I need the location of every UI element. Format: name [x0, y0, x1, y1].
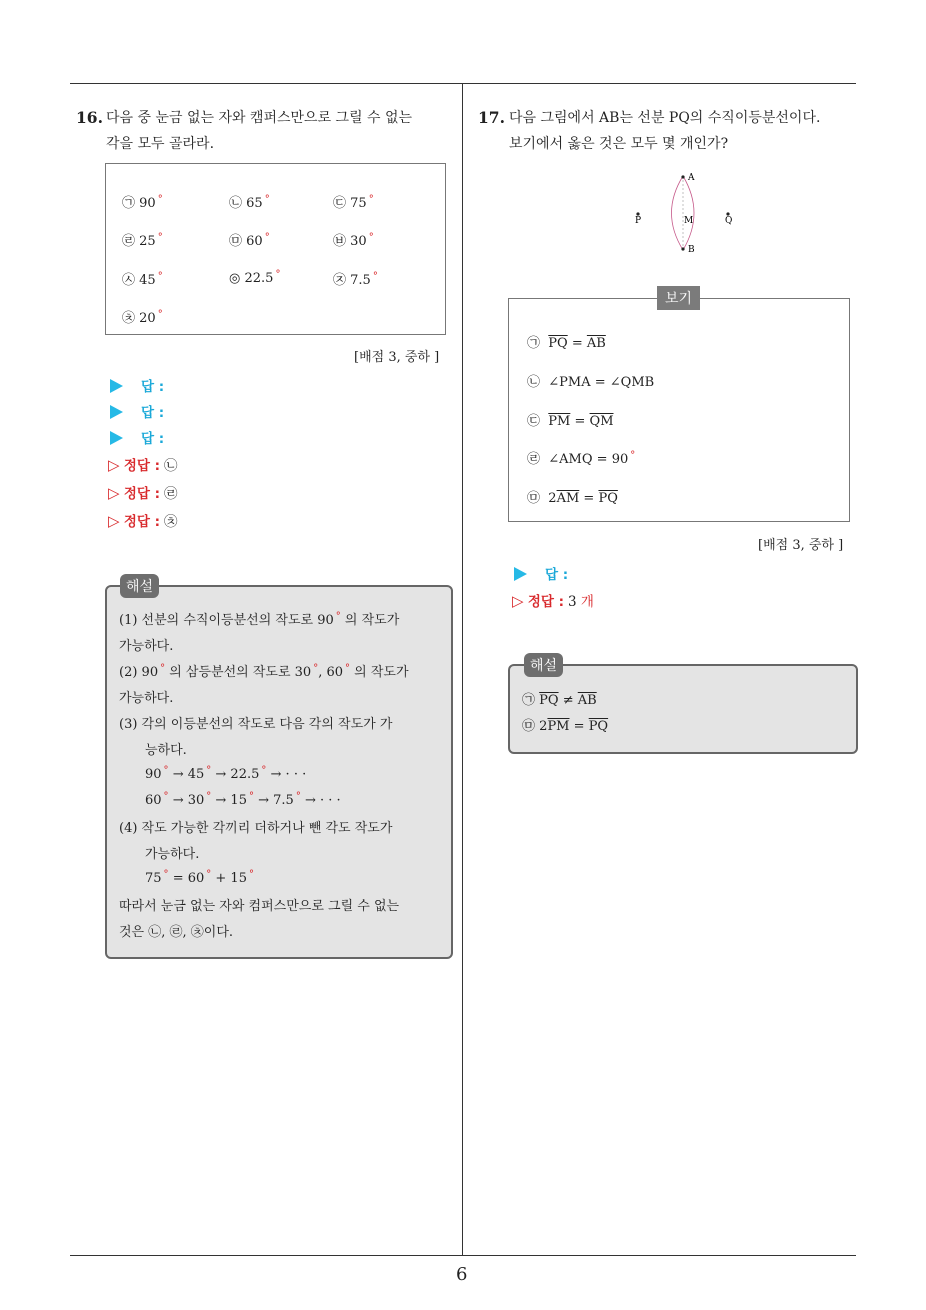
triangle-outline-icon: ▷ — [512, 592, 524, 610]
bogi-item-3[interactable]: ㉢ $\overline{PM} = \overline{QM}$ — [527, 414, 614, 429]
q16-text-line1: 다음 중 눈금 없는 자와 캠퍼스만으로 그릴 수 없는 — [106, 110, 413, 126]
q16-solution-tag: 해설 — [120, 574, 159, 598]
choice-9[interactable]: ㉨ 7.5 ° — [333, 271, 378, 288]
play-icon — [514, 567, 527, 581]
q17-correct-row: ▷ 정답 : 3 개 — [512, 592, 594, 610]
q16-number: 16. — [76, 108, 103, 127]
top-rule — [70, 83, 856, 84]
sol-line: 가능하다. — [119, 639, 174, 654]
arc-left — [672, 176, 684, 250]
point-b — [681, 247, 684, 250]
page-number: 6 — [456, 1264, 468, 1285]
q17-score: [배점 3, 중하 ] — [758, 538, 844, 553]
sol-item-2: ㉤ $2\overline{PM} = \overline{PQ}$ — [522, 719, 609, 734]
sol-line: (4) 작도 가능한 각끼리 더하거나 뺀 각도 작도가 — [119, 821, 393, 836]
choice-1[interactable]: ㉠ 90 ° — [122, 194, 163, 211]
sol-line: 따라서 눈금 없는 자와 컴퍼스만으로 그릴 수 없는 — [119, 899, 400, 914]
q17-solution-box — [508, 664, 858, 754]
q16-score: [배점 3, 중하 ] — [354, 350, 440, 365]
q17-solution-tag: 해설 — [524, 653, 563, 677]
q16-correct-row-3: ▷ 정답 : ㉩ — [108, 512, 178, 530]
sol-line: 75 ° = 60 ° + 15 ° — [145, 869, 254, 886]
choice-10[interactable]: ㉩ 20 ° — [122, 309, 163, 326]
choice-8[interactable]: ◎ 22.5 ° — [229, 269, 281, 286]
play-icon — [110, 431, 123, 445]
choice-7[interactable]: ㉦ 45 ° — [122, 271, 163, 288]
sol-line: 능하다. — [145, 743, 187, 758]
label-p: P — [635, 216, 642, 226]
sol-line: 것은 ㉡, ㉣, ㉩이다. — [119, 925, 234, 940]
q16-solution-box — [105, 585, 453, 959]
q16-answer-row-1[interactable]: 답 : — [110, 375, 164, 395]
sol-item-1: ㉠ $\overline{PQ} \ne \overline{AB}$ — [522, 693, 597, 708]
choice-6[interactable]: ㉥ 30 ° — [333, 232, 374, 249]
bogi-item-4[interactable]: ㉣ ∠AMQ = 90 ° — [527, 450, 636, 467]
choice-2[interactable]: ㉡ 65 ° — [229, 194, 270, 211]
bogi-item-1[interactable]: ㉠ $\overline{PQ} = \overline{AB}$ — [527, 336, 606, 351]
choice-5[interactable]: ㉤ 60 ° — [229, 232, 270, 249]
q16-text-line2: 각을 모두 골라라. — [106, 136, 215, 152]
q16-answer-row-3[interactable]: 답 : — [110, 427, 164, 447]
triangle-outline-icon: ▷ — [108, 484, 120, 502]
q17-figure — [625, 168, 745, 258]
sol-line: 가능하다. — [119, 691, 174, 706]
sol-line: 90 ° → 45 ° → 22.5 ° → · · · — [145, 765, 307, 782]
q17-text-line1: 다음 그림에서 AB는 선분 PQ의 수직이등분선이다. — [509, 110, 821, 126]
q16-choice-box — [105, 163, 446, 335]
sol-line: 60 ° → 30 ° → 15 ° → 7.5 ° → · · · — [145, 791, 341, 808]
sol-line: (1) 선분의 수직이등분선의 작도로 90 ° 의 작도가 — [119, 611, 400, 628]
q17-bogi-tag: 보기 — [657, 286, 700, 310]
point-a — [681, 175, 684, 178]
label-a: A — [688, 173, 695, 183]
triangle-outline-icon: ▷ — [108, 512, 120, 530]
label-q: Q — [725, 216, 733, 226]
bogi-item-5[interactable]: ㉤ $2\overline{AM} = \overline{PQ}$ — [527, 491, 618, 506]
label-b: B — [688, 245, 695, 255]
q17-text-line2: 보기에서 옳은 것은 모두 몇 개인가? — [509, 136, 729, 152]
sol-line: 가능하다. — [145, 847, 200, 862]
q16-correct-row-1: ▷ 정답 : ㉡ — [108, 456, 178, 474]
q17-bogi-box — [508, 298, 850, 522]
arc-right — [683, 176, 694, 250]
choice-4[interactable]: ㉣ 25 ° — [122, 232, 163, 249]
bottom-rule — [70, 1255, 856, 1256]
sol-line: (2) 90 ° 의 삼등분선의 작도로 30 °, 60 ° 의 작도가 — [119, 663, 409, 680]
q16-correct-row-2: ▷ 정답 : ㉣ — [108, 484, 178, 502]
label-m: M — [684, 216, 694, 226]
q17-number: 17. — [478, 108, 505, 127]
triangle-outline-icon: ▷ — [108, 456, 120, 474]
q17-answer-row[interactable]: 답 : — [514, 563, 568, 583]
play-icon — [110, 379, 123, 393]
q16-answer-row-2[interactable]: 답 : — [110, 401, 164, 421]
choice-3[interactable]: ㉢ 75 ° — [333, 194, 374, 211]
sol-line: (3) 각의 이등분선의 작도로 다음 각의 작도가 가 — [119, 717, 393, 732]
play-icon — [110, 405, 123, 419]
bogi-item-2[interactable]: ㉡ ∠PMA = ∠QMB — [527, 375, 655, 390]
column-divider — [462, 83, 463, 1255]
